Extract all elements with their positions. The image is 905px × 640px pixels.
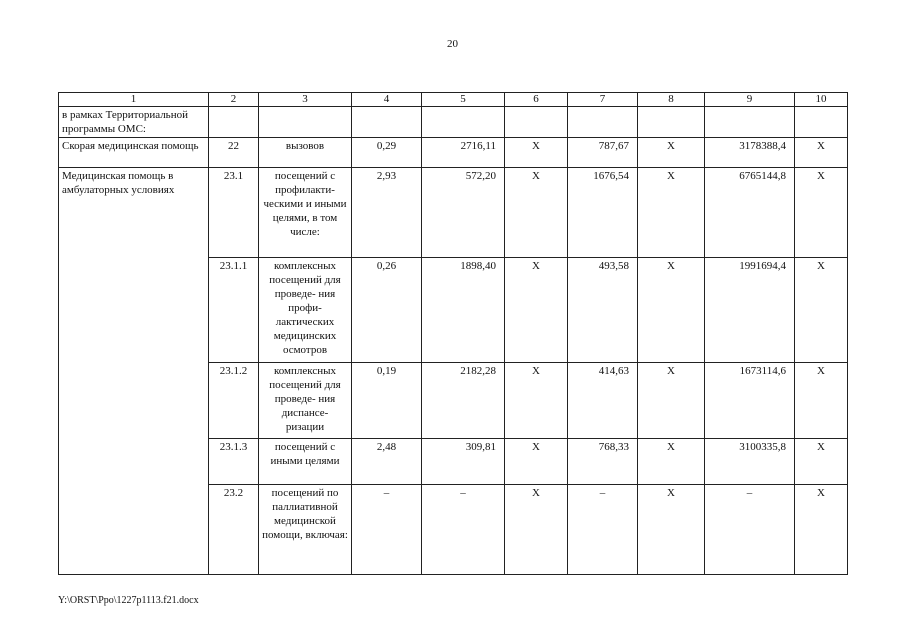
cell-value: 2,48 (352, 439, 422, 485)
table-row (59, 107, 848, 138)
cell-value: Х (795, 258, 848, 363)
cell-value: 493,58 (568, 258, 638, 363)
cell-value: 787,67 (568, 138, 638, 168)
table-header-row (59, 93, 848, 107)
cell-value: Х (638, 258, 705, 363)
cell-value: 1898,40 (422, 258, 505, 363)
col-header: 4 (352, 93, 422, 107)
cell-value: 414,63 (568, 363, 638, 439)
cell-value: 1676,54 (568, 168, 638, 258)
cell-unit: комплексных посещений для проведе- ния диспансе- ризации (259, 363, 352, 439)
cell-value: Х (795, 138, 848, 168)
col-header: 10 (795, 93, 848, 107)
col-header: 3 (259, 93, 352, 107)
cell-value: Х (638, 168, 705, 258)
page-number: 20 (447, 38, 458, 50)
cell-value: 0,26 (352, 258, 422, 363)
cell-value: – (422, 485, 505, 575)
cell-code: 23.1.2 (209, 363, 259, 439)
cell-value: Х (505, 168, 568, 258)
cell-code: 23.1 (209, 168, 259, 258)
cell-code: 23.1.1 (209, 258, 259, 363)
cell-unit: посещений по паллиативной медицинской помощи, включая: (259, 485, 352, 575)
cell-code: 23.2 (209, 485, 259, 575)
cell-value: Х (638, 138, 705, 168)
cell-value: 0,29 (352, 138, 422, 168)
col-header: 1 (59, 93, 209, 107)
cell-code: 22 (209, 138, 259, 168)
cell-unit: посещений с профилакти- ческими и иными целями, в том числе: (259, 168, 352, 258)
cell-value: Х (505, 485, 568, 575)
cell-value: 1673114,6 (705, 363, 795, 439)
file-path-footer: Y:\ORST\Ppo\1227p1113.f21.docx (58, 595, 199, 606)
cell-value: 2,93 (352, 168, 422, 258)
col-header: 8 (638, 93, 705, 107)
cell-value: – (352, 485, 422, 575)
cell-value: 309,81 (422, 439, 505, 485)
col-header: 5 (422, 93, 505, 107)
intro-cell: в рамках Территориальной программы ОМС: (59, 107, 209, 138)
cell-code: 23.1.3 (209, 439, 259, 485)
cell-value: 2716,11 (422, 138, 505, 168)
cell-unit: посещений с иными целями (259, 439, 352, 485)
cell-value: – (705, 485, 795, 575)
cell-value: Х (638, 485, 705, 575)
cell-value: 768,33 (568, 439, 638, 485)
cell-value: Х (795, 363, 848, 439)
cell-value: 0,19 (352, 363, 422, 439)
table-row (59, 138, 848, 168)
cell-value: – (568, 485, 638, 575)
cell-value: Х (638, 439, 705, 485)
cell-name: Скорая медицинская помощь (59, 138, 209, 168)
cell-value: 3178388,4 (705, 138, 795, 168)
col-header: 7 (568, 93, 638, 107)
cell-value: 6765144,8 (705, 168, 795, 258)
col-header: 9 (705, 93, 795, 107)
col-header: 2 (209, 93, 259, 107)
cell-value: Х (795, 168, 848, 258)
cell-value: 3100335,8 (705, 439, 795, 485)
cell-value: Х (505, 363, 568, 439)
cell-value: Х (505, 439, 568, 485)
col-header: 6 (505, 93, 568, 107)
cell-unit: вызовов (259, 138, 352, 168)
cell-value: 1991694,4 (705, 258, 795, 363)
table-row (59, 168, 848, 258)
cell-unit: комплексных посещений для проведе- ния профи- лактических медицинских осмотров (259, 258, 352, 363)
cell-value: Х (505, 258, 568, 363)
cell-value: Х (795, 485, 848, 575)
cell-value: Х (795, 439, 848, 485)
cell-value: Х (638, 363, 705, 439)
cell-value: 2182,28 (422, 363, 505, 439)
cell-value: 572,20 (422, 168, 505, 258)
cell-name: Медицинская помощь в амбулаторных условиях (59, 168, 209, 575)
cell-value: Х (505, 138, 568, 168)
tariff-table (58, 92, 848, 575)
